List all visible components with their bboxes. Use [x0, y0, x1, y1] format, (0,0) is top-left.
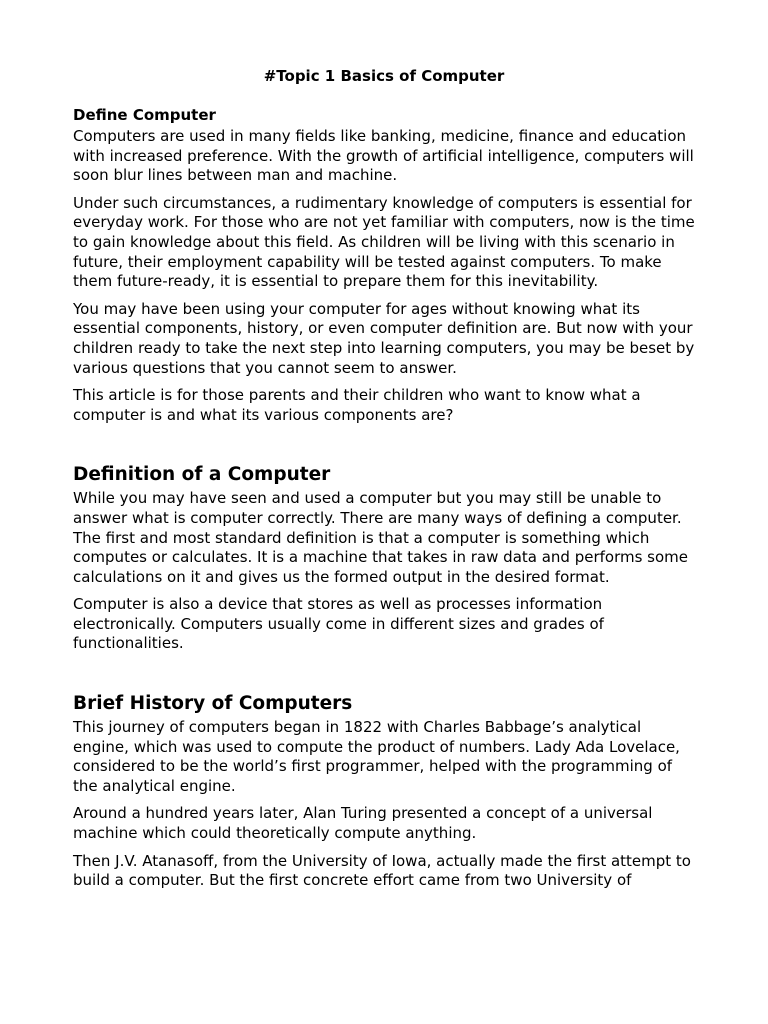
- document-page: [73, 66, 695, 899]
- paragraph: Around a hundred years later, Alan Turing presented a concept of a universal machine which could theoretically compute anything.: [73, 804, 653, 843]
- document-title: #Topic 1 Basics of Computer: [263, 67, 505, 85]
- section-heading: Definition of a Computer: [73, 464, 331, 486]
- section-brief-history: [73, 692, 695, 891]
- section-heading: Brief History of Computers: [73, 693, 353, 715]
- section-definition-of-computer: [73, 463, 695, 654]
- paragraph: Then J.V. Atanasoff, from the University of Iowa, actually made the first attempt to build a computer. But the first concrete effort came from two University of: [73, 851, 691, 890]
- paragraph: This journey of computers began in 1822 with Charles Babbage’s analytical engine, which was used to compute the product of numbers. Lady Ada Lovelace, considered to be the world’s first programmer, helped with the programming of the analytical engine.: [73, 718, 680, 795]
- paragraph: Computer is also a device that stores as well as processes information electronically. Computers usually come in different sizes and grades of functionalities.: [73, 595, 604, 653]
- paragraph: You may have been using your computer for ages without knowing what its essential components, history, or even computer definition are. But now with your children ready to take the next step into learning computers, you may be beset by various questions that you cannot seem to answer.: [73, 299, 695, 377]
- paragraph: This article is for those parents and their children who want to know what a computer is and what its various components are?: [73, 386, 641, 424]
- paragraph: Under such circumstances, a rudimentary knowledge of computers is essential for everyday work. For those who are not yet familiar with computers, now is the time to gain knowledge about this field. As children will be living with this scenario in future, their employment capability will be tested against computers. To make them future-ready, it is essential to prepare them for this inevitability.: [73, 193, 695, 291]
- section-define-computer: [73, 105, 695, 425]
- paragraph: Computers are used in many fields like banking, medicine, finance and education with increased preference. With the growth of artificial intelligence, computers will soon blur lines between man and machine.: [73, 127, 694, 185]
- section-heading: Define Computer: [73, 106, 216, 124]
- paragraph: While you may have seen and used a computer but you may still be unable to answer what is computer correctly. There are many ways of defining a computer. The first and most standard definition is that a computer is something which computes or calculates. It is a machine that takes in raw data and performs some calculations on it and gives us the formed output in the desired format.: [73, 489, 689, 586]
